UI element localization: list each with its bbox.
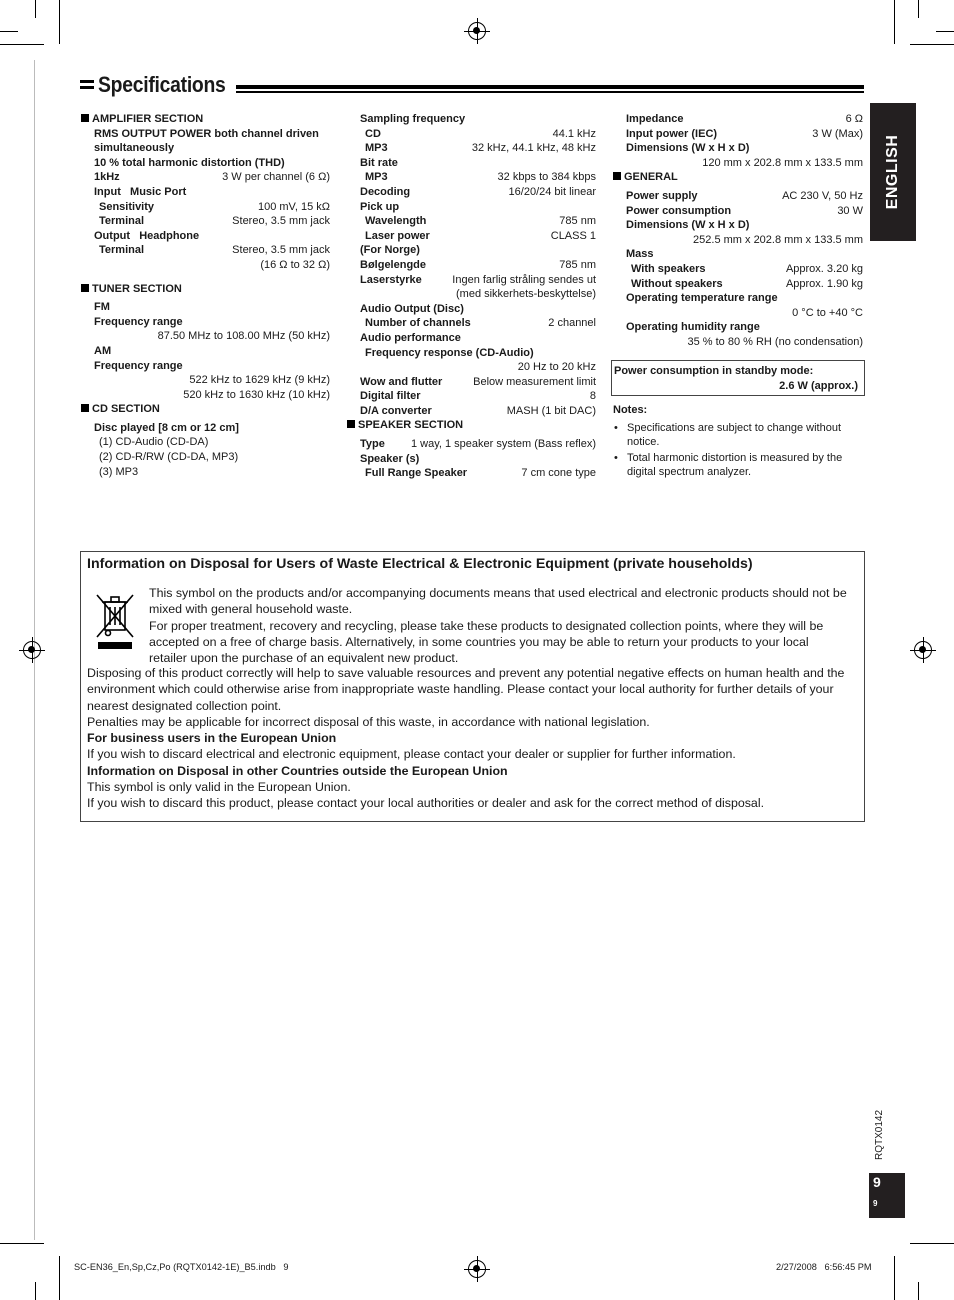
disposal-body bbox=[87, 665, 857, 812]
page-number-box bbox=[869, 1173, 905, 1218]
note-item: • Total harmonic distortion is measured by the digital spectrum analyzer. bbox=[613, 451, 863, 480]
spec-text: (1) CD-Audio (CD-DA) bbox=[99, 436, 209, 449]
crop-mark bbox=[0, 44, 44, 45]
disposal-paragraph: Penalties may be applicable for incorrect disposal of this waste, in accordance with national legislation. bbox=[87, 714, 650, 729]
spec-text: 120 mm x 202.8 mm x 133.5 mm bbox=[702, 156, 863, 169]
standby-label: Power consumption in standby mode: bbox=[614, 365, 814, 377]
spec-text: AM bbox=[94, 344, 112, 357]
spec-text: 252.5 mm x 202.8 mm x 133.5 mm bbox=[693, 233, 863, 246]
note-item: • Specifications are subject to change without notice. bbox=[613, 421, 863, 450]
cd-heading: CD SECTION bbox=[81, 402, 330, 417]
spec-text: Output Headphone bbox=[94, 229, 200, 242]
crop-mark bbox=[910, 44, 954, 45]
crop-mark bbox=[0, 31, 18, 32]
spec-row: Terminal Stereo, 3.5 mm jack bbox=[99, 244, 330, 257]
registration-mark-icon bbox=[914, 641, 932, 659]
disposal-paragraph: This symbol on the products and/or accompanying documents means that used electrical and electronic products should not be mixed with general household waste. bbox=[149, 586, 847, 617]
spec-text: 10 % total harmonic distortion (THD) bbox=[94, 156, 285, 169]
crop-mark bbox=[918, 1282, 919, 1300]
language-tab: ENGLISH bbox=[870, 103, 916, 241]
spec-text: 520 kHz to 1630 kHz (10 kHz) bbox=[183, 388, 330, 401]
registration-mark-icon bbox=[468, 1260, 486, 1278]
spec-text: Pick up bbox=[360, 200, 400, 213]
spec-text: 87.50 MHz to 108.00 MHz (50 kHz) bbox=[157, 330, 330, 343]
crop-mark bbox=[894, 0, 895, 44]
spec-column-1 bbox=[81, 112, 330, 479]
spec-row: Power consumption 30 W bbox=[626, 204, 863, 217]
spec-text: Operating humidity range bbox=[626, 321, 760, 334]
crop-mark bbox=[35, 1282, 36, 1300]
spec-text: FM bbox=[94, 301, 110, 314]
page-title: Specifications bbox=[98, 72, 226, 97]
standby-power-box bbox=[611, 360, 865, 396]
disposal-paragraph: This symbol is only valid in the European Union. bbox=[87, 780, 351, 795]
title-lead-icon bbox=[80, 80, 94, 94]
spec-row: Full Range Speaker 7 cm cone type bbox=[365, 467, 596, 480]
notes-heading: Notes: bbox=[613, 404, 648, 416]
disposal-subheading: Information on Disposal in other Countries outside the European Union bbox=[87, 763, 508, 778]
spec-text: Audio performance bbox=[360, 331, 461, 344]
spec-text: (3) MP3 bbox=[99, 465, 139, 478]
disposal-intro bbox=[149, 585, 849, 666]
crop-mark bbox=[894, 1256, 895, 1300]
spec-row: With speakers Approx. 3.20 kg bbox=[631, 262, 863, 275]
amplifier-heading: AMPLIFIER SECTION bbox=[81, 112, 330, 127]
spec-row: D/A converter MASH (1 bit DAC) bbox=[360, 404, 596, 417]
disposal-subheading: For business users in the European Union bbox=[87, 731, 337, 746]
spec-row: Wavelength 785 nm bbox=[365, 215, 596, 228]
disposal-paragraph: If you wish to discard electrical and electronic equipment, please contact your dealer or supplier for further information. bbox=[87, 747, 736, 762]
spec-text: Frequency response (CD-Audio) bbox=[365, 346, 534, 359]
spec-text: Bit rate bbox=[360, 156, 398, 169]
spec-text: RMS OUTPUT POWER both channel driven bbox=[94, 127, 319, 140]
disposal-heading: Information on Disposal for Users of Waste Electrical & Electronic Equipment (private households) bbox=[87, 556, 753, 572]
spec-text: Speaker (s) bbox=[360, 452, 420, 465]
registration-mark-icon bbox=[468, 22, 486, 40]
spec-row: Laser power CLASS 1 bbox=[365, 229, 596, 242]
crop-mark bbox=[936, 31, 954, 32]
disposal-info-box bbox=[80, 551, 865, 822]
spec-row: Without speakers Approx. 1.90 kg bbox=[631, 277, 863, 290]
crop-mark bbox=[35, 0, 36, 18]
disposal-paragraph: For proper treatment, recovery and recycling, please take these products to designated collection points, where they will be accepted on a free of charge basis. Alternatively, in some countries you may be able to return your products to your local retailer upon the purchase of an equivalent new product. bbox=[149, 618, 824, 666]
spec-row: Terminal Stereo, 3.5 mm jack bbox=[99, 215, 330, 228]
crossed-out-bin-icon bbox=[95, 592, 135, 650]
footer-file: SC-EN36_En,Sp,Cz,Po (RQTX0142-1E)_B5.indb 9 bbox=[74, 1262, 289, 1272]
spec-text: 522 kHz to 1629 kHz (9 kHz) bbox=[189, 374, 330, 387]
spec-row: Impedance 6 Ω bbox=[626, 113, 863, 125]
page-number-small: 9 bbox=[873, 1199, 878, 1208]
spec-text: Disc played [8 cm or 12 cm] bbox=[94, 421, 239, 434]
page-title-bar bbox=[80, 72, 864, 99]
doc-code: RQTX0142 bbox=[874, 1109, 885, 1160]
spec-row: Decoding 16/20/24 bit linear bbox=[360, 185, 596, 198]
spec-row: MP3 32 kbps to 384 kbps bbox=[365, 171, 596, 184]
spec-text: Dimensions (W x H x D) bbox=[626, 142, 750, 155]
standby-value: 2.6 W (approx.) bbox=[779, 379, 858, 392]
disposal-paragraph: Disposing of this product correctly will help to save valuable resources and prevent any potential negative effects on human health and the environment which could otherwise arise from inappropriate waste handling. Please contact your local authority for further details of your nearest designated collection point. bbox=[87, 666, 845, 713]
spec-text: 0 °C to +40 °C bbox=[792, 306, 863, 319]
general-heading: GENERAL bbox=[613, 170, 863, 185]
spec-row: CD 44.1 kHz bbox=[365, 127, 596, 140]
spec-text: 35 % to 80 % RH (no condensation) bbox=[687, 335, 863, 348]
spec-text: Dimensions (W x H x D) bbox=[626, 219, 750, 232]
spec-text: simultaneously bbox=[94, 142, 175, 155]
spec-row: Bølgelengde 785 nm bbox=[360, 258, 596, 271]
spec-text: Frequency range bbox=[94, 359, 183, 372]
spec-row: Sensitivity 100 mV, 15 kΩ bbox=[99, 200, 330, 213]
title-rule bbox=[236, 85, 864, 93]
spec-text: Mass bbox=[626, 248, 654, 261]
spec-row: 1kHz 3 W per channel (6 Ω) bbox=[94, 171, 330, 184]
spec-text: (16 Ω to 32 Ω) bbox=[260, 258, 330, 271]
footer-datetime: 2/27/2008 6:56:45 PM bbox=[776, 1262, 872, 1272]
speaker-heading: SPEAKER SECTION bbox=[347, 418, 596, 433]
spec-row: MP3 32 kHz, 44.1 kHz, 48 kHz bbox=[365, 142, 596, 155]
spec-text: 20 Hz to 20 kHz bbox=[517, 361, 596, 374]
crop-mark bbox=[918, 0, 919, 18]
spec-text: Input Music Port bbox=[94, 185, 187, 198]
page-number: 9 bbox=[873, 1174, 881, 1190]
crop-mark bbox=[59, 0, 60, 44]
disposal-paragraph: If you wish to discard this product, please contact your local authorities or dealer and ask for the correct method of disposal. bbox=[87, 796, 765, 811]
spec-row: Number of channels 2 channel bbox=[365, 317, 596, 330]
spec-row: Wow and flutter Below measurement limit bbox=[360, 375, 596, 388]
registration-mark-icon bbox=[23, 641, 41, 659]
spec-row: Power supply AC 230 V, 50 Hz bbox=[626, 189, 863, 202]
spec-row: Input power (IEC) 3 W (Max) bbox=[626, 127, 863, 140]
spec-text: Frequency range bbox=[94, 315, 183, 328]
spec-row: Type 1 way, 1 speaker system (Bass reflex) bbox=[360, 438, 596, 451]
spec-text: Sampling frequency bbox=[360, 113, 466, 125]
spec-text: Audio Output (Disc) bbox=[360, 302, 464, 315]
crop-mark bbox=[910, 1243, 954, 1244]
spec-text: (For Norge) bbox=[360, 244, 420, 257]
spec-text: (2) CD-R/RW (CD-DA, MP3) bbox=[99, 451, 239, 464]
crop-mark bbox=[59, 1256, 60, 1300]
spec-text: Operating temperature range bbox=[626, 292, 778, 305]
tuner-heading: TUNER SECTION bbox=[81, 282, 330, 297]
notes bbox=[613, 403, 863, 481]
crop-mark bbox=[0, 1243, 44, 1244]
spec-row: Laserstyrke Ingen farlig stråling sendes ut bbox=[360, 273, 596, 286]
spec-row: Digital filter 8 bbox=[360, 390, 596, 403]
spec-column-2 bbox=[347, 112, 596, 481]
spec-text: (med sikkerhets-beskyttelse) bbox=[456, 288, 596, 301]
spec-column-3 bbox=[613, 112, 863, 350]
